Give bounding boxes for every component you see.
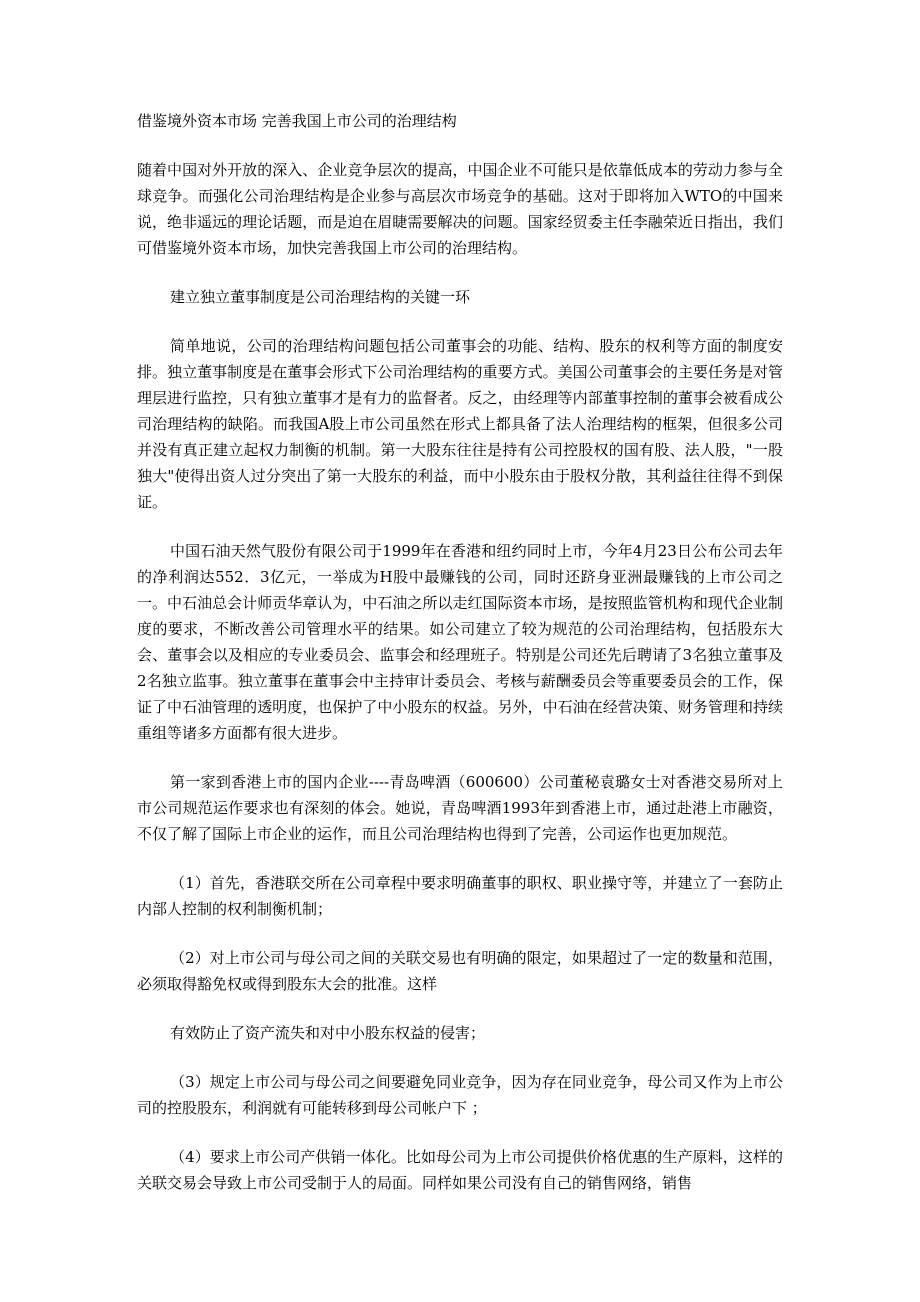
body-paragraph: 中国石油天然气股份有限公司于1999年在香港和纽约同时上市，今年4月23日公布公司去年的净利润达552．3亿元，一举成为H股中最赚钱的公司，同时还跻身亚洲最赚钱的上市公司之一。中石油总会计师贡华章认为，中石油之所以走红国际资本市场，是按照监管机构和现代企业制度的要求，不断改善公司管理水平的结果。如公司建立了较为规范的公司治理结构，包括股东大会、董事会以及相应的专业委员会、监事会和经理班子。特别是公司还先后聘请了3名独立董事及2名独立监事。独立董事在董事会中主持审计委员会、考核与薪酬委员会等重要委员会的工作，保证了中石油管理的透明度，也保护了中小股东的权益。另外，中石油在经营决策、财务管理和持续重组等诸多方面都有很大进步。 bbox=[137, 542, 783, 742]
section-heading: 建立独立董事制度是公司治理结构的关键一环 bbox=[170, 288, 471, 306]
document-title: 借鉴境外资本市场 完善我国上市公司的治理结构 bbox=[137, 112, 457, 130]
continuation-paragraph: 有效防止了资产流失和对中小股东权益的侵害； bbox=[170, 1024, 486, 1042]
list-item-paragraph: （1）首先，香港联交所在公司章程中要求明确董事的职权、职业操守等，并建立了一套防止内部人控制的权利制衡机制； bbox=[137, 874, 783, 918]
list-item-paragraph: （2）对上市公司与母公司之间的关联交易也有明确的限定，如果超过了一定的数量和范围，必须取得豁免权或得到股东大会的批准。这样 bbox=[137, 949, 783, 993]
list-item-paragraph: （3）规定上市公司与母公司之间要避免同业竞争，因为存在同业竞争，母公司又作为上市公司的控股股东，利润就有可能转移到母公司帐户下 ； bbox=[137, 1073, 783, 1117]
document-page bbox=[137, 108, 783, 1219]
body-paragraph: 第一家到香港上市的国内企业----青岛啤酒（600600）公司董秘袁璐女士对香港交易所对上市公司规范运作要求也有深刻的体会。她说，青岛啤酒1993年到香港上市，通过赴港上市融资，不仅了解了国际上市企业的运作，而且公司治理结构也得到了完善，公司运作也更加规范。 bbox=[137, 773, 783, 843]
intro-paragraph: 随着中国对外开放的深入、企业竞争层次的提高，中国企业不可能只是依靠低成本的劳动力参与全球竞争。而强化公司治理结构是企业参与高层次市场竞争的基础。这对于即将加入WTO的中国来说，绝非遥远的理论话题，而是迫在眉睫需要解决的问题。国家经贸委主任李融荣近日指出，我们可借鉴境外资本市场，加快完善我国上市公司的治理结构。 bbox=[137, 161, 783, 257]
body-paragraph: 简单地说，公司的治理结构问题包括公司董事会的功能、结构、股东的权利等方面的制度安排。独立董事制度是在董事会形式下公司治理结构的重要方式。美国公司董事会的主要任务是对管理层进行监控，只有独立董事才是有力的监督者。反之，由经理等内部董事控制的董事会被看成公司治理结构的缺陷。而我国A股上市公司虽然在形式上都具备了法人治理结构的框架，但很多公司并没有真正建立起权力制衡的机制。第一大股东往往是持有公司控股权的国有股、法人股，"一股独大"使得出资人过分突出了第一大股东的利益，而中小股东由于股权分散，其利益往往得不到保证。 bbox=[137, 337, 783, 511]
list-item-paragraph: （4）要求上市公司产供销一体化。比如母公司为上市公司提供价格优惠的生产原料，这样的关联交易会导致上市公司受制于人的局面。同样如果公司没有自己的销售网络，销售 bbox=[137, 1148, 783, 1192]
